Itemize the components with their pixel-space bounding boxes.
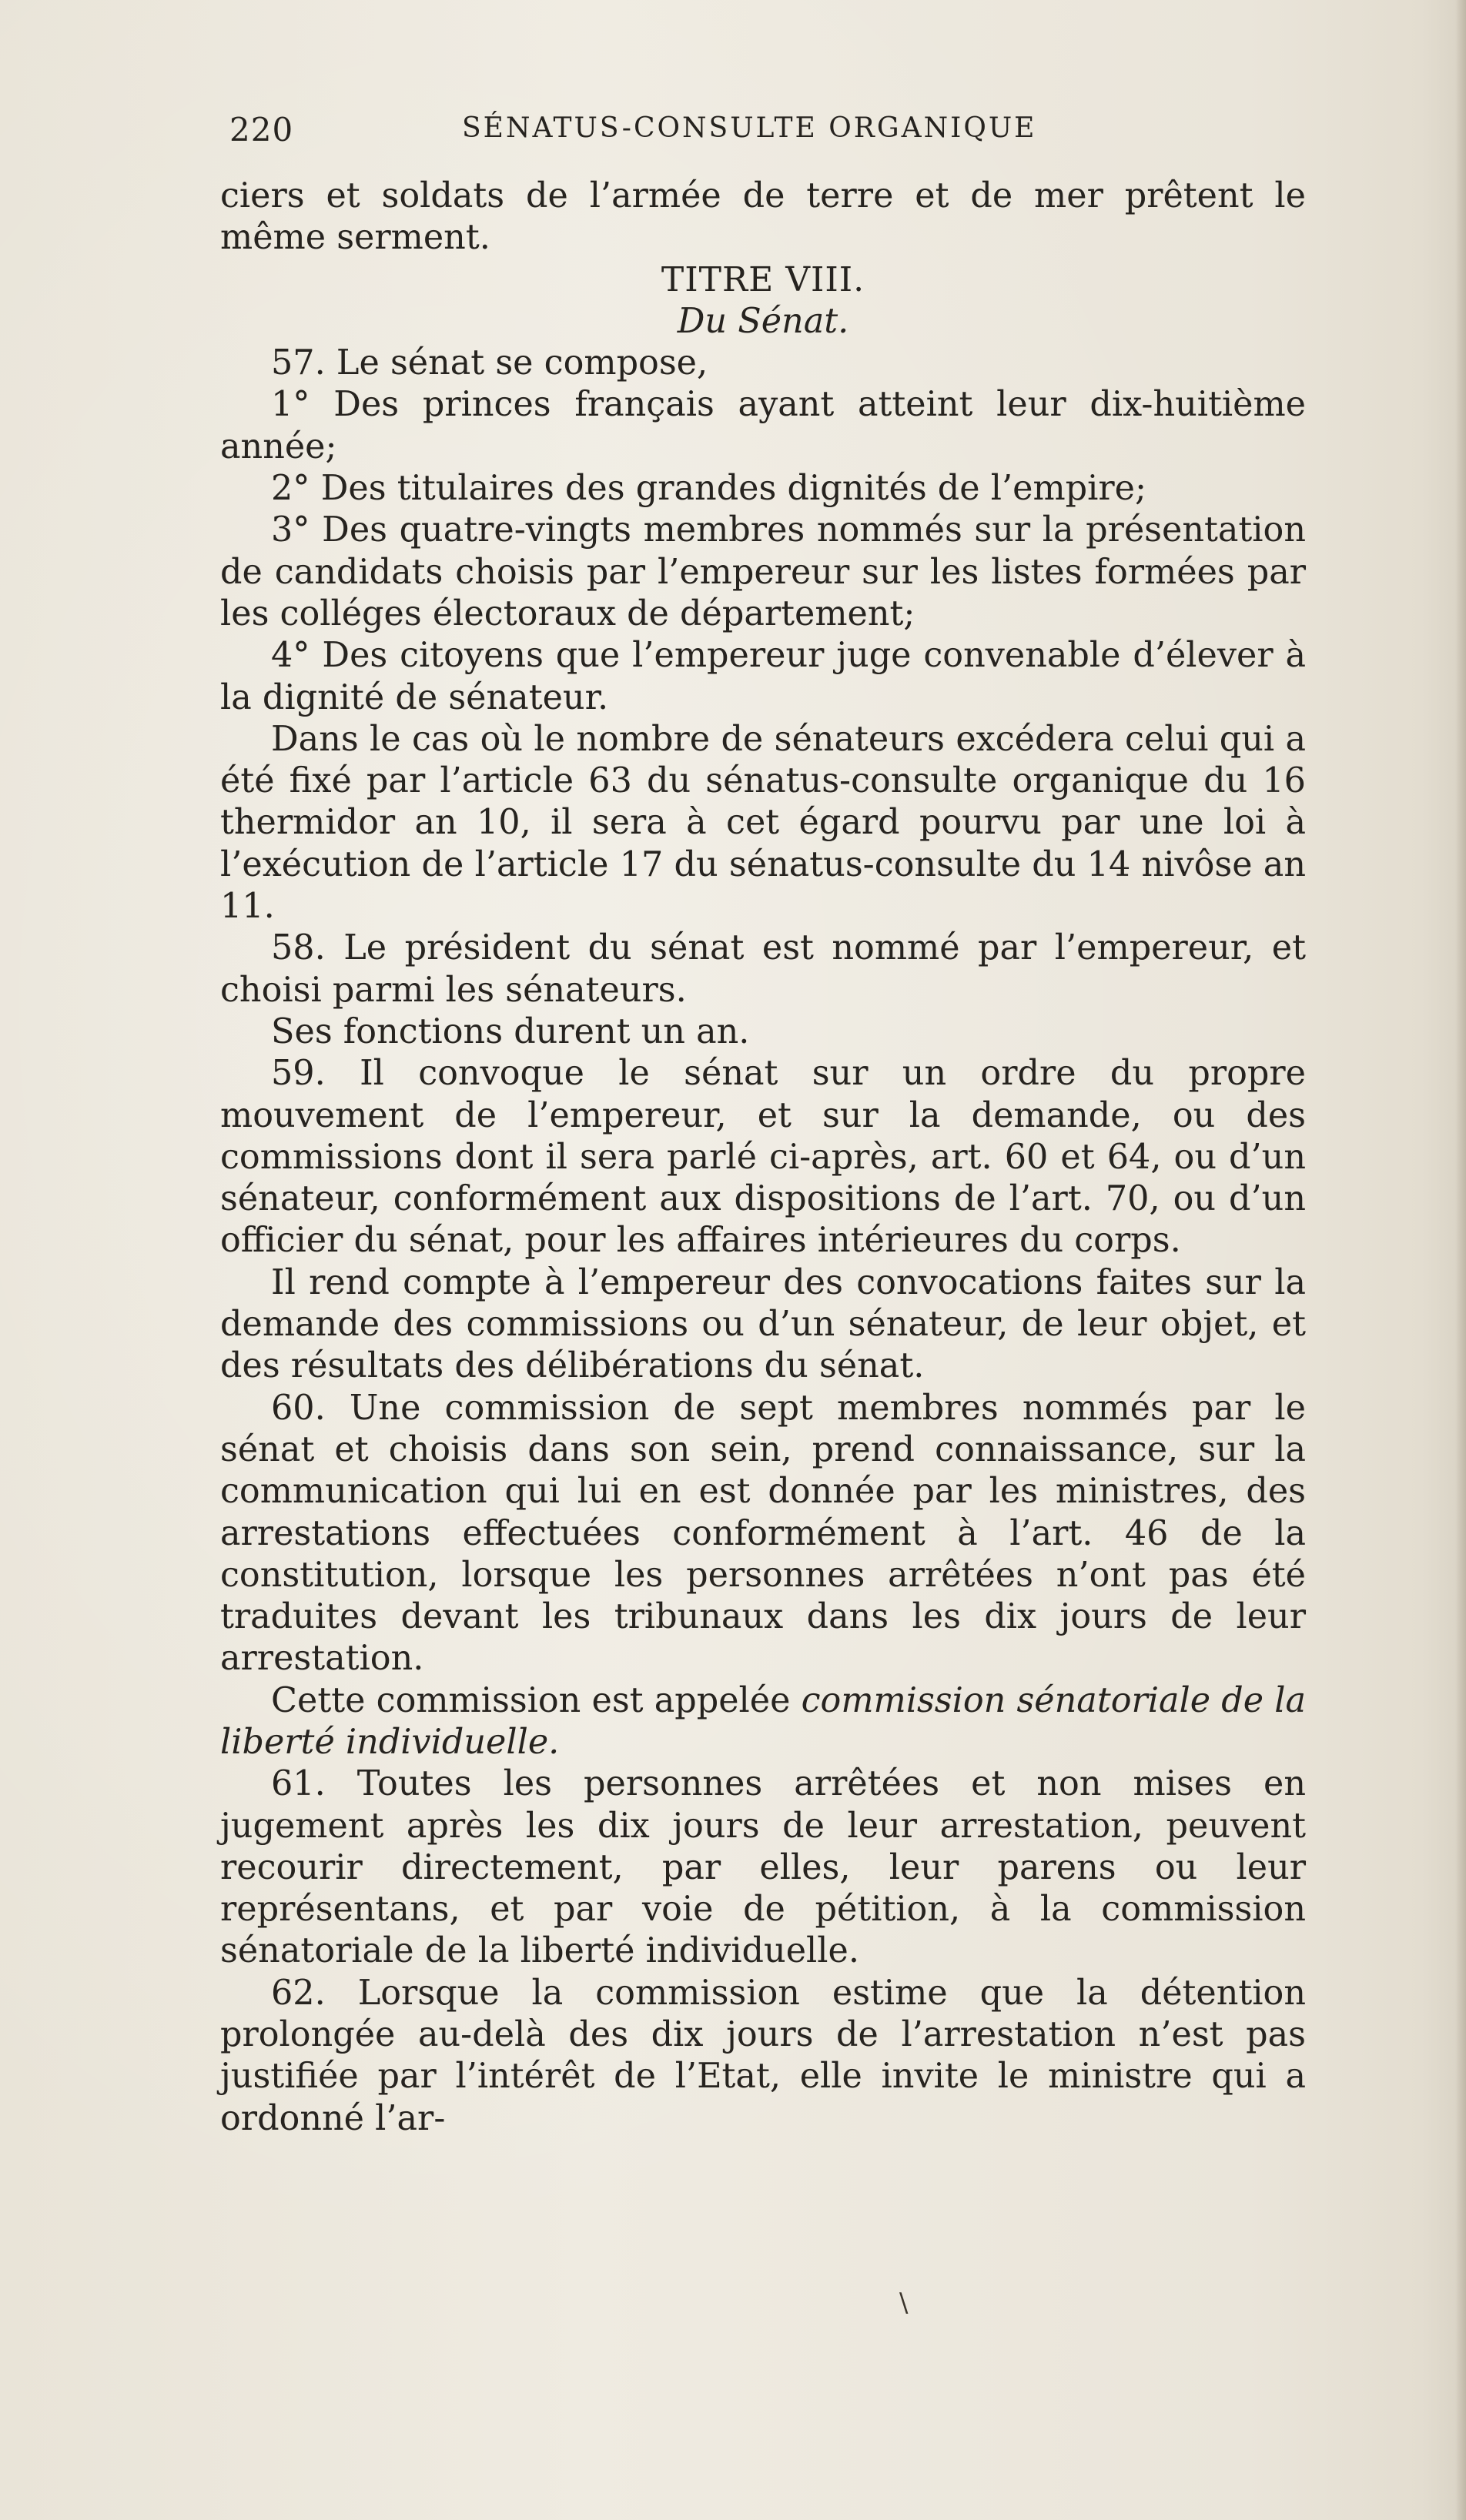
- footer-mark: \: [899, 2288, 909, 2318]
- section-subtitle: Du Sénat.: [677, 301, 849, 341]
- article-57-item-3: 3° Des quatre-vingts membres nommés sur la présentation de candidats choisis par l’empereur sur les listes formées par les colléges électoraux de département;: [220, 510, 1306, 633]
- article-57-item-4: 4° Des citoyens que l’empereur juge convenable d’élever à la dignité de sénateur.: [220, 636, 1306, 717]
- page-edge-shadow: [1455, 0, 1466, 2520]
- article-59: 59. Il convoque le sénat sur un ordre du propre mouvement de l’empereur, et sur la demande, ou des commissions dont il sera parlé ci-après, art. 60 et 64, ou d’un sénateur, conformément aux dispositions de l’art. 70, ou d’un officier du sénat, pour les affaires intérieures du corps.: [220, 1054, 1306, 1261]
- opening-paragraph: ciers et soldats de l’armée de terre et de mer prêtent le même serment.: [220, 176, 1306, 258]
- commission-name-lead: Cette commission est appelée: [271, 1680, 802, 1720]
- article-58: 58. Le président du sénat est nommé par l’empereur, et choisi parmi les sénateurs.: [220, 928, 1306, 1010]
- article-58-term: Ses fonctions durent un an.: [271, 1011, 750, 1051]
- page-number: 220: [229, 111, 294, 149]
- article-60-commission-name: [220, 1680, 1306, 1764]
- body-text: [220, 175, 1306, 2140]
- running-title: SÉNATUS-CONSULTE ORGANIQUE: [462, 112, 1037, 144]
- article-57: 57. Le sénat se compose,: [271, 343, 708, 383]
- article-57-item-2: 2° Des titulaires des grandes dignités de l’empire;: [271, 469, 1146, 509]
- article-61: 61. Toutes les personnes arrêtées et non mises en jugement après les dix jours de leur arrestation, peuvent recourir directement, par elles, leur parens ou leur représentans, et par voie de pétition, à la commission sénatoriale de la liberté individuelle.: [220, 1764, 1306, 1971]
- page-header: [229, 111, 1307, 157]
- section-title: TITRE VIII.: [661, 259, 865, 299]
- article-60: 60. Une commission de sept membres nommés par le sénat et choisis dans son sein, prend connaissance, sur la communication qui lui en est donnée par les ministres, des arrestations effectuées conformément à l’art. 46 de la constitution, lorsque les personnes arrêtées n’ont pas été traduites devant les tribunaux dans les dix jours de leur arrestation.: [220, 1388, 1306, 1679]
- article-57-note: Dans le cas où le nombre de sénateurs excédera celui qui a été fixé par l’article 63 du sénatus-consulte organique du 16 thermidor an 10, il sera à cet égard pourvu par une loi à l’exécution de l’article 17 du sénatus-consulte du 14 nivôse an 11.: [220, 719, 1306, 927]
- article-57-item-1: 1° Des princes français ayant atteint leur dix-huitième année;: [220, 385, 1306, 466]
- article-59-report: Il rend compte à l’empereur des convocations faites sur la demande des commissions ou d’un sénateur, de leur objet, et des résultats des délibérations du sénat.: [220, 1262, 1306, 1386]
- article-62: 62. Lorsque la commission estime que la détention prolongée au-delà des dix jours de l’arrestation n’est pas justifiée par l’intérêt de l’Etat, elle invite le ministre qui a ordonné l’ar-: [220, 1973, 1306, 2138]
- commission-name-italic: commission sénatoriale de la liberté individuelle.: [220, 1680, 1306, 1762]
